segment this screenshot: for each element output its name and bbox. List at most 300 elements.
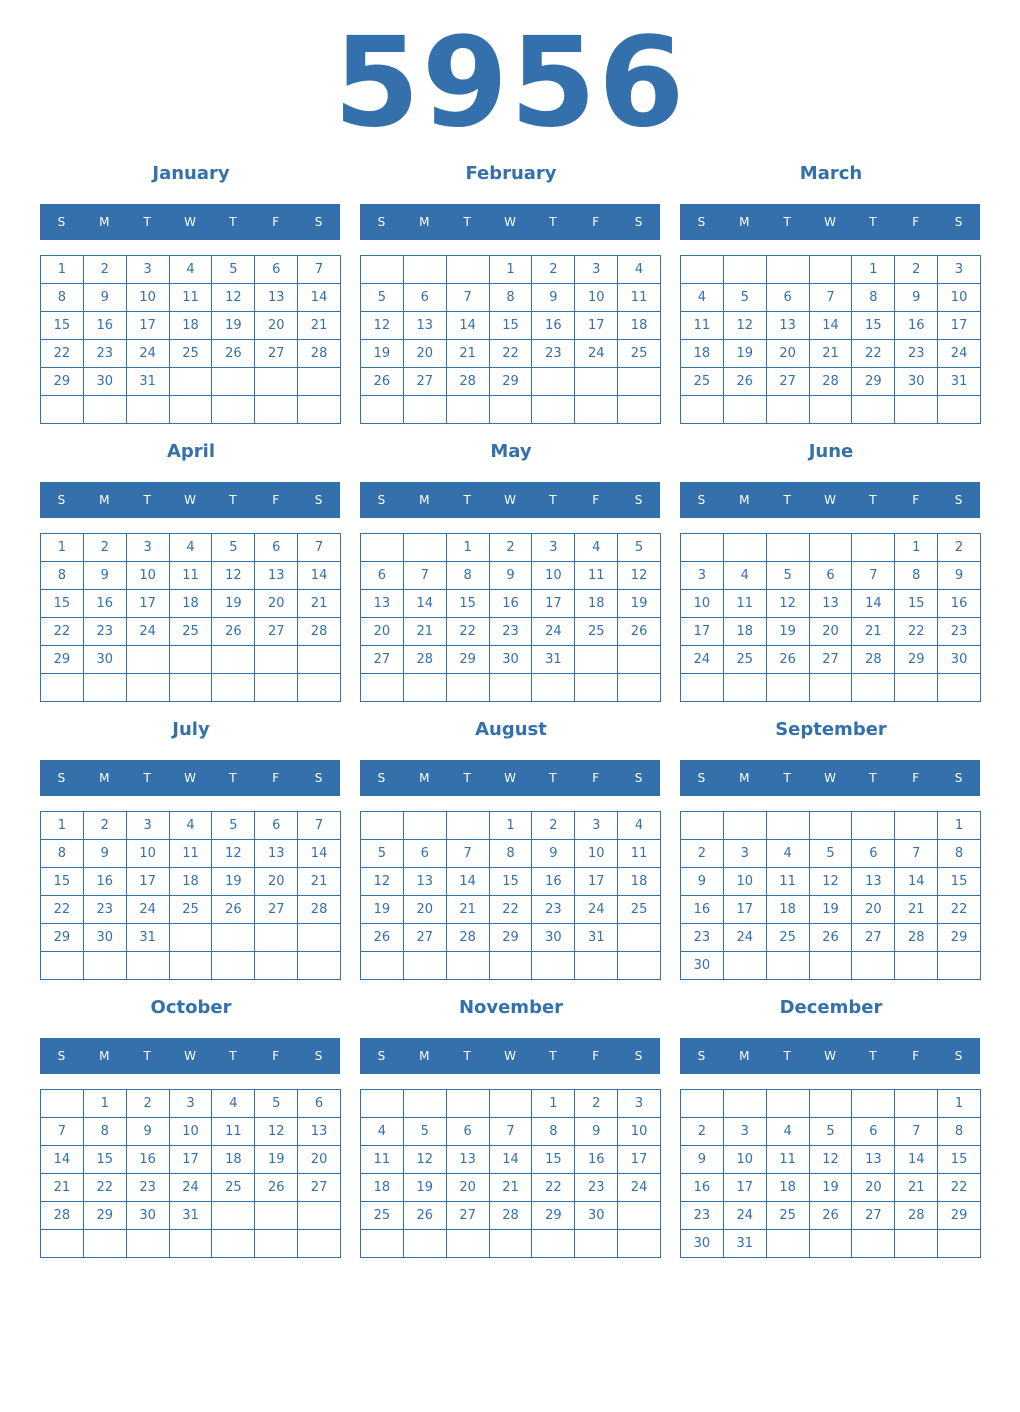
- weekday-label: M: [99, 493, 110, 507]
- day-cell: 14: [41, 1146, 84, 1174]
- empty-cell: [41, 1230, 84, 1258]
- empty-cell: [767, 1090, 810, 1118]
- weekday-header: [680, 1038, 980, 1074]
- empty-cell: [212, 368, 255, 396]
- day-cell: 18: [767, 1174, 810, 1202]
- day-cell: 25: [170, 618, 213, 646]
- empty-cell: [724, 1090, 767, 1118]
- weekday-header: [360, 1038, 660, 1074]
- day-cell: 9: [84, 284, 127, 312]
- empty-cell: [361, 952, 404, 980]
- day-cell: 10: [724, 868, 767, 896]
- day-cell: 3: [532, 534, 575, 562]
- empty-cell: [895, 396, 938, 424]
- day-cell: 12: [212, 562, 255, 590]
- day-cell: 28: [810, 368, 853, 396]
- day-cell: 14: [404, 590, 447, 618]
- day-cell: 4: [618, 812, 661, 840]
- weekday-label: S: [57, 215, 66, 229]
- empty-cell: [361, 396, 404, 424]
- day-cell: 8: [41, 562, 84, 590]
- day-cell: 26: [361, 924, 404, 952]
- day-cell: 17: [938, 312, 981, 340]
- day-cell: 22: [41, 618, 84, 646]
- day-cell: 25: [170, 340, 213, 368]
- day-cell: 27: [298, 1174, 341, 1202]
- weekday-label: T: [549, 215, 557, 229]
- day-cell: 21: [852, 618, 895, 646]
- day-cell: 28: [490, 1202, 533, 1230]
- day-cell: 8: [84, 1118, 127, 1146]
- empty-cell: [618, 646, 661, 674]
- day-cell: 16: [532, 868, 575, 896]
- day-cell: 9: [938, 562, 981, 590]
- day-grid: [360, 255, 661, 424]
- day-cell: 21: [895, 896, 938, 924]
- day-cell: 16: [681, 896, 724, 924]
- empty-cell: [255, 646, 298, 674]
- empty-cell: [361, 674, 404, 702]
- day-cell: 21: [298, 868, 341, 896]
- empty-cell: [895, 812, 938, 840]
- day-grid: [360, 533, 661, 702]
- weekday-label: T: [783, 215, 791, 229]
- weekday-label: T: [229, 215, 237, 229]
- day-cell: 2: [490, 534, 533, 562]
- day-cell: 18: [170, 312, 213, 340]
- day-cell: 2: [532, 812, 575, 840]
- day-cell: 14: [810, 312, 853, 340]
- day-cell: 30: [84, 646, 127, 674]
- day-cell: 3: [575, 812, 618, 840]
- day-cell: 18: [575, 590, 618, 618]
- weekday-label: T: [143, 215, 151, 229]
- day-cell: 9: [575, 1118, 618, 1146]
- weekday-label: M: [99, 1049, 110, 1063]
- day-cell: 25: [618, 340, 661, 368]
- empty-cell: [618, 1230, 661, 1258]
- day-grid: [360, 811, 661, 980]
- day-cell: 19: [618, 590, 661, 618]
- weekday-label: T: [869, 1049, 877, 1063]
- day-cell: 15: [532, 1146, 575, 1174]
- empty-cell: [298, 674, 341, 702]
- empty-cell: [681, 534, 724, 562]
- day-cell: 8: [532, 1118, 575, 1146]
- day-cell: 3: [127, 256, 170, 284]
- weekday-header: [360, 204, 660, 240]
- day-grid: [40, 1089, 341, 1258]
- day-cell: 11: [170, 840, 213, 868]
- day-cell: 25: [618, 896, 661, 924]
- day-cell: 22: [938, 1174, 981, 1202]
- empty-cell: [41, 952, 84, 980]
- day-cell: 6: [852, 840, 895, 868]
- empty-cell: [212, 646, 255, 674]
- day-cell: 15: [938, 868, 981, 896]
- day-cell: 15: [41, 590, 84, 618]
- day-grid: [40, 255, 341, 424]
- empty-cell: [170, 396, 213, 424]
- weekday-header: [680, 482, 980, 518]
- weekday-label: T: [463, 493, 471, 507]
- day-cell: 15: [938, 1146, 981, 1174]
- day-cell: 17: [681, 618, 724, 646]
- day-cell: 28: [852, 646, 895, 674]
- weekday-label: M: [419, 215, 430, 229]
- day-cell: 14: [447, 312, 490, 340]
- day-grid: [680, 255, 981, 424]
- empty-cell: [575, 1230, 618, 1258]
- day-cell: 28: [447, 924, 490, 952]
- day-cell: 11: [618, 840, 661, 868]
- weekday-label: W: [184, 1049, 196, 1063]
- weekday-label: S: [314, 493, 323, 507]
- weekday-label: S: [634, 493, 643, 507]
- day-cell: 22: [490, 340, 533, 368]
- day-cell: 8: [490, 284, 533, 312]
- weekday-label: W: [184, 493, 196, 507]
- day-cell: 6: [447, 1118, 490, 1146]
- day-cell: 24: [724, 1202, 767, 1230]
- day-cell: 16: [681, 1174, 724, 1202]
- day-cell: 21: [298, 590, 341, 618]
- day-cell: 7: [298, 256, 341, 284]
- day-cell: 18: [681, 340, 724, 368]
- day-cell: 6: [361, 562, 404, 590]
- day-cell: 20: [404, 896, 447, 924]
- weekday-label: S: [57, 1049, 66, 1063]
- empty-cell: [681, 1090, 724, 1118]
- weekday-label: F: [272, 493, 280, 507]
- empty-cell: [212, 1202, 255, 1230]
- day-cell: 1: [41, 534, 84, 562]
- day-cell: 29: [41, 368, 84, 396]
- day-cell: 4: [618, 256, 661, 284]
- day-cell: 20: [255, 868, 298, 896]
- day-cell: 23: [938, 618, 981, 646]
- day-cell: 19: [404, 1174, 447, 1202]
- day-cell: 16: [84, 868, 127, 896]
- empty-cell: [575, 674, 618, 702]
- day-cell: 12: [361, 312, 404, 340]
- day-cell: 30: [532, 924, 575, 952]
- day-cell: 20: [447, 1174, 490, 1202]
- day-cell: 13: [767, 312, 810, 340]
- empty-cell: [127, 952, 170, 980]
- day-cell: 23: [575, 1174, 618, 1202]
- day-cell: 7: [852, 562, 895, 590]
- day-cell: 6: [298, 1090, 341, 1118]
- day-cell: 23: [84, 896, 127, 924]
- empty-cell: [404, 812, 447, 840]
- month-title: March: [799, 163, 863, 184]
- day-cell: 5: [724, 284, 767, 312]
- day-cell: 15: [895, 590, 938, 618]
- day-cell: 25: [212, 1174, 255, 1202]
- day-cell: 28: [298, 896, 341, 924]
- day-cell: 13: [255, 562, 298, 590]
- day-cell: 25: [767, 924, 810, 952]
- empty-cell: [255, 674, 298, 702]
- day-cell: 11: [767, 868, 810, 896]
- day-cell: 1: [532, 1090, 575, 1118]
- day-cell: 1: [852, 256, 895, 284]
- empty-cell: [127, 396, 170, 424]
- day-cell: 24: [618, 1174, 661, 1202]
- day-cell: 5: [212, 812, 255, 840]
- empty-cell: [767, 812, 810, 840]
- empty-cell: [681, 812, 724, 840]
- day-cell: 4: [681, 284, 724, 312]
- day-cell: 16: [938, 590, 981, 618]
- day-cell: 26: [361, 368, 404, 396]
- day-cell: 3: [575, 256, 618, 284]
- day-cell: 11: [618, 284, 661, 312]
- day-cell: 19: [361, 340, 404, 368]
- day-cell: 26: [767, 646, 810, 674]
- day-cell: 4: [170, 812, 213, 840]
- day-cell: 22: [852, 340, 895, 368]
- day-cell: 28: [298, 340, 341, 368]
- day-cell: 11: [212, 1118, 255, 1146]
- day-cell: 22: [490, 896, 533, 924]
- weekday-label: W: [824, 215, 836, 229]
- day-cell: 16: [575, 1146, 618, 1174]
- day-cell: 23: [84, 340, 127, 368]
- day-cell: 19: [361, 896, 404, 924]
- weekday-label: S: [634, 1049, 643, 1063]
- day-cell: 20: [255, 312, 298, 340]
- day-cell: 23: [681, 1202, 724, 1230]
- day-cell: 26: [810, 924, 853, 952]
- day-cell: 31: [127, 368, 170, 396]
- day-cell: 27: [404, 368, 447, 396]
- day-cell: 10: [681, 590, 724, 618]
- day-cell: 15: [490, 868, 533, 896]
- day-cell: 21: [41, 1174, 84, 1202]
- day-cell: 2: [127, 1090, 170, 1118]
- day-cell: 9: [490, 562, 533, 590]
- weekday-label: S: [57, 771, 66, 785]
- day-cell: 29: [895, 646, 938, 674]
- day-cell: 24: [532, 618, 575, 646]
- month-title: May: [490, 441, 532, 462]
- empty-cell: [810, 396, 853, 424]
- empty-cell: [852, 1090, 895, 1118]
- day-cell: 26: [810, 1202, 853, 1230]
- weekday-label: W: [824, 1049, 836, 1063]
- empty-cell: [404, 952, 447, 980]
- empty-cell: [681, 256, 724, 284]
- month-title: June: [808, 441, 854, 462]
- empty-cell: [490, 396, 533, 424]
- day-cell: 11: [170, 562, 213, 590]
- weekday-label: T: [463, 215, 471, 229]
- day-cell: 15: [41, 312, 84, 340]
- empty-cell: [767, 952, 810, 980]
- day-cell: 14: [298, 284, 341, 312]
- empty-cell: [767, 674, 810, 702]
- empty-cell: [41, 674, 84, 702]
- empty-cell: [895, 1090, 938, 1118]
- day-cell: 23: [84, 618, 127, 646]
- day-cell: 8: [41, 284, 84, 312]
- empty-cell: [361, 812, 404, 840]
- empty-cell: [170, 952, 213, 980]
- day-cell: 19: [255, 1146, 298, 1174]
- day-cell: 16: [84, 590, 127, 618]
- day-cell: 5: [404, 1118, 447, 1146]
- empty-cell: [532, 674, 575, 702]
- day-cell: 18: [170, 590, 213, 618]
- empty-cell: [212, 952, 255, 980]
- empty-cell: [575, 646, 618, 674]
- weekday-label: T: [143, 493, 151, 507]
- weekday-label: S: [377, 493, 386, 507]
- day-cell: 17: [127, 590, 170, 618]
- day-cell: 10: [724, 1146, 767, 1174]
- month-title: October: [150, 997, 232, 1018]
- day-cell: 19: [810, 896, 853, 924]
- weekday-label: W: [504, 771, 516, 785]
- day-cell: 8: [938, 840, 981, 868]
- day-cell: 13: [852, 1146, 895, 1174]
- weekday-label: T: [463, 1049, 471, 1063]
- weekday-label: T: [783, 1049, 791, 1063]
- year-title: 5956: [333, 11, 687, 155]
- weekday-label: T: [463, 771, 471, 785]
- empty-cell: [41, 1090, 84, 1118]
- day-cell: 17: [575, 868, 618, 896]
- empty-cell: [127, 646, 170, 674]
- day-cell: 7: [810, 284, 853, 312]
- empty-cell: [938, 1230, 981, 1258]
- day-cell: 16: [895, 312, 938, 340]
- day-cell: 2: [895, 256, 938, 284]
- day-cell: 15: [447, 590, 490, 618]
- weekday-label: M: [99, 215, 110, 229]
- day-cell: 21: [447, 896, 490, 924]
- day-cell: 13: [298, 1118, 341, 1146]
- day-cell: 20: [361, 618, 404, 646]
- day-cell: 14: [447, 868, 490, 896]
- day-cell: 16: [127, 1146, 170, 1174]
- empty-cell: [767, 396, 810, 424]
- month-title: July: [172, 719, 210, 740]
- weekday-label: T: [869, 493, 877, 507]
- empty-cell: [724, 396, 767, 424]
- weekday-label: F: [912, 771, 920, 785]
- weekday-label: T: [229, 493, 237, 507]
- weekday-label: S: [377, 1049, 386, 1063]
- empty-cell: [404, 396, 447, 424]
- empty-cell: [447, 1230, 490, 1258]
- empty-cell: [170, 924, 213, 952]
- day-cell: 15: [41, 868, 84, 896]
- empty-cell: [575, 368, 618, 396]
- day-cell: 10: [618, 1118, 661, 1146]
- empty-cell: [724, 256, 767, 284]
- day-cell: 4: [170, 534, 213, 562]
- day-cell: 8: [41, 840, 84, 868]
- weekday-label: F: [592, 215, 600, 229]
- day-cell: 2: [938, 534, 981, 562]
- empty-cell: [724, 812, 767, 840]
- empty-cell: [170, 368, 213, 396]
- day-cell: 11: [724, 590, 767, 618]
- weekday-label: W: [824, 771, 836, 785]
- day-cell: 22: [41, 340, 84, 368]
- day-cell: 7: [490, 1118, 533, 1146]
- empty-cell: [212, 396, 255, 424]
- day-cell: 27: [852, 1202, 895, 1230]
- day-cell: 23: [490, 618, 533, 646]
- day-cell: 15: [490, 312, 533, 340]
- weekday-label: W: [184, 215, 196, 229]
- day-cell: 26: [212, 896, 255, 924]
- day-cell: 27: [255, 896, 298, 924]
- empty-cell: [490, 1090, 533, 1118]
- weekday-label: F: [912, 1049, 920, 1063]
- day-cell: 12: [361, 868, 404, 896]
- day-cell: 1: [490, 812, 533, 840]
- empty-cell: [895, 1230, 938, 1258]
- day-cell: 13: [404, 868, 447, 896]
- weekday-label: S: [634, 215, 643, 229]
- weekday-label: F: [272, 215, 280, 229]
- weekday-label: S: [954, 1049, 963, 1063]
- day-cell: 9: [127, 1118, 170, 1146]
- day-cell: 10: [127, 562, 170, 590]
- day-cell: 1: [447, 534, 490, 562]
- day-cell: 14: [895, 868, 938, 896]
- day-cell: 13: [361, 590, 404, 618]
- weekday-label: S: [314, 1049, 323, 1063]
- weekday-label: T: [549, 1049, 557, 1063]
- weekday-label: T: [869, 771, 877, 785]
- day-cell: 30: [938, 646, 981, 674]
- day-cell: 16: [490, 590, 533, 618]
- empty-cell: [255, 952, 298, 980]
- empty-cell: [767, 1230, 810, 1258]
- empty-cell: [938, 952, 981, 980]
- day-cell: 22: [41, 896, 84, 924]
- day-cell: 12: [767, 590, 810, 618]
- day-cell: 5: [767, 562, 810, 590]
- empty-cell: [724, 674, 767, 702]
- day-cell: 5: [212, 256, 255, 284]
- day-cell: 27: [810, 646, 853, 674]
- day-cell: 26: [618, 618, 661, 646]
- empty-cell: [170, 674, 213, 702]
- empty-cell: [618, 952, 661, 980]
- day-cell: 28: [298, 618, 341, 646]
- day-cell: 9: [681, 868, 724, 896]
- day-cell: 14: [490, 1146, 533, 1174]
- day-cell: 29: [490, 368, 533, 396]
- day-cell: 24: [127, 618, 170, 646]
- day-cell: 14: [895, 1146, 938, 1174]
- empty-cell: [255, 1230, 298, 1258]
- day-cell: 6: [852, 1118, 895, 1146]
- empty-cell: [170, 1230, 213, 1258]
- day-cell: 4: [575, 534, 618, 562]
- day-cell: 6: [404, 840, 447, 868]
- day-cell: 18: [618, 312, 661, 340]
- empty-cell: [255, 924, 298, 952]
- weekday-label: F: [272, 771, 280, 785]
